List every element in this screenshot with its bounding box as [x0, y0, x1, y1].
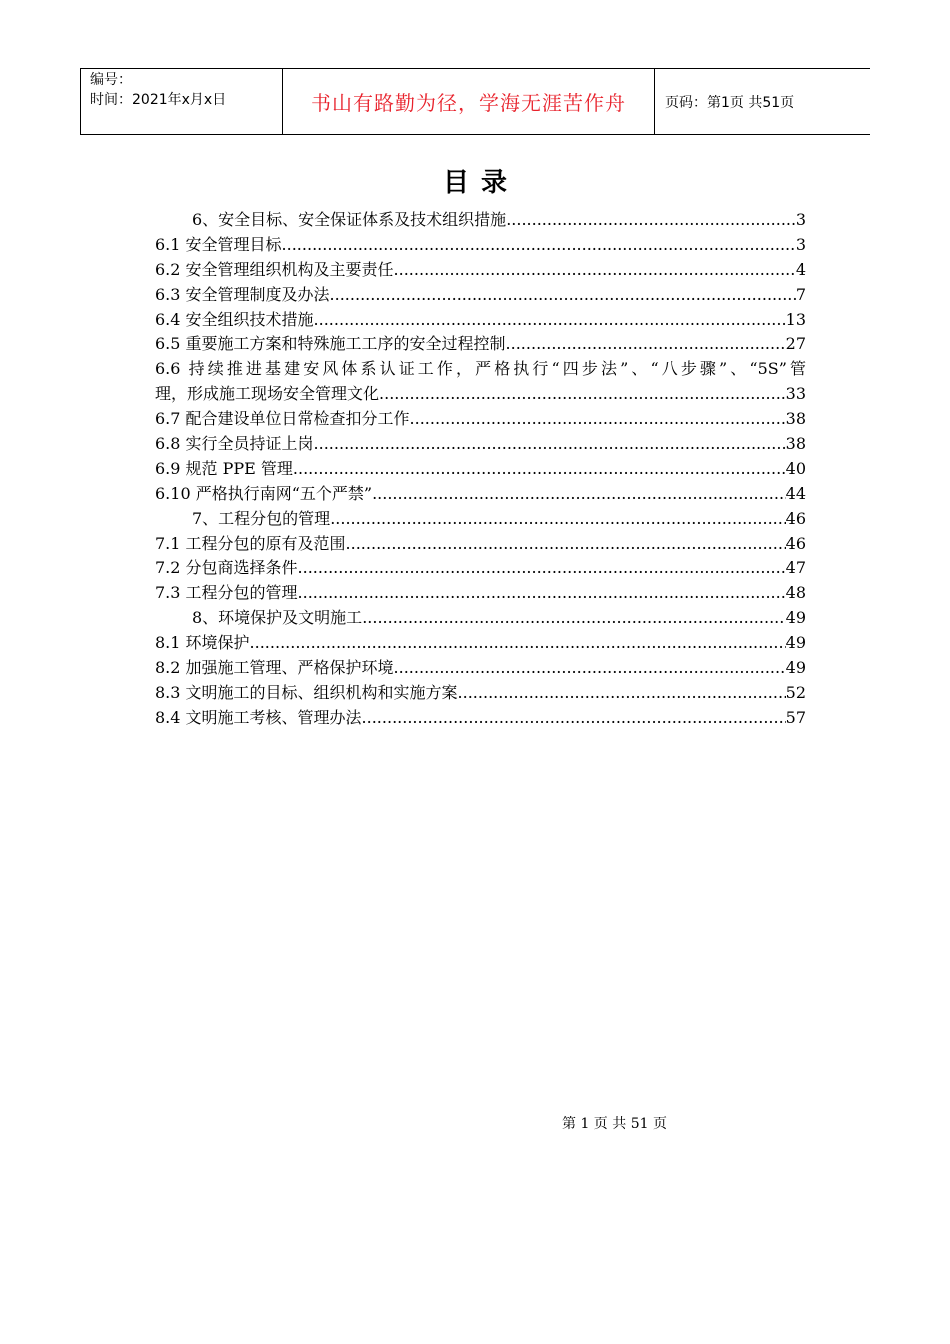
toc-entry[interactable]: 8.1 环境保护 ..... 49: [155, 631, 806, 656]
toc-entry[interactable]: 6.10 严格执行南网“五个严禁” ..... 44: [155, 482, 806, 507]
toc-entry[interactable]: 7、工程分包的管理 ..... 46: [155, 507, 806, 532]
toc-entry[interactable]: 6.3 安全管理制度及办法 ..... 7: [155, 283, 806, 308]
toc-title: 目录: [442, 168, 519, 198]
toc-entry[interactable]: 8、环境保护及文明施工 ..... 49: [155, 606, 806, 631]
toc-entry[interactable]: 6.5 重要施工方案和特殊施工工序的安全过程控制 ..... 27: [155, 332, 806, 357]
toc-entry[interactable]: 6、安全目标、安全保证体系及技术组织措施 ..... 3: [155, 208, 806, 233]
header-motto: 书山有路勤为径，学海无涯苦作舟: [283, 69, 655, 134]
toc-entry[interactable]: 6.1 安全管理目标 ..... 3: [155, 233, 806, 258]
toc-entry[interactable]: 8.2 加强施工管理、严格保护环境 ..... 49: [155, 656, 806, 681]
toc-entry[interactable]: 6.2 安全管理组织机构及主要责任 ..... 4: [155, 258, 806, 283]
toc-entry[interactable]: 6.8 实行全员持证上岗 ..... 38: [155, 432, 806, 457]
toc-entry[interactable]: 8.4 文明施工考核、管理办法 ..... 57: [155, 706, 806, 731]
header-meta-cell: [81, 69, 283, 134]
document-date-label: 时间：2021年x月x日: [90, 92, 227, 108]
toc-entry[interactable]: 7.1 工程分包的原有及范围 ..... 46: [155, 532, 806, 557]
header-page-info: 页码：第1页 共51页: [665, 94, 795, 111]
toc-entry[interactable]: 6.9 规范 PPE 管理 ..... 40: [155, 457, 806, 482]
document-number-label: 编号：: [90, 72, 132, 88]
toc-entry[interactable]: 6.4 安全组织技术措施 ..... 13: [155, 308, 806, 333]
toc-entry[interactable]: 7.3 工程分包的管理 ..... 48: [155, 581, 806, 606]
toc-entry[interactable]: 8.3 文明施工的目标、组织机构和实施方案 ..... 52: [155, 681, 806, 706]
toc-entry[interactable]: 6.7 配合建设单位日常检查扣分工作 ..... 38: [155, 407, 806, 432]
header-table: [80, 68, 870, 135]
toc-entry-wrapped-line1[interactable]: 6.6 持续推进基建安风体系认证工作，严格执行“四步法”、“八步骤”、“5S”管: [155, 359, 806, 379]
table-of-contents: [155, 208, 806, 731]
toc-entry-wrapped-line2[interactable]: 理，形成施工现场安全管理文化 ..... 33: [155, 382, 806, 407]
page-footer: 第 1 页 共 51 页: [562, 1116, 667, 1132]
toc-entry[interactable]: 7.2 分包商选择条件 ..... 47: [155, 556, 806, 581]
